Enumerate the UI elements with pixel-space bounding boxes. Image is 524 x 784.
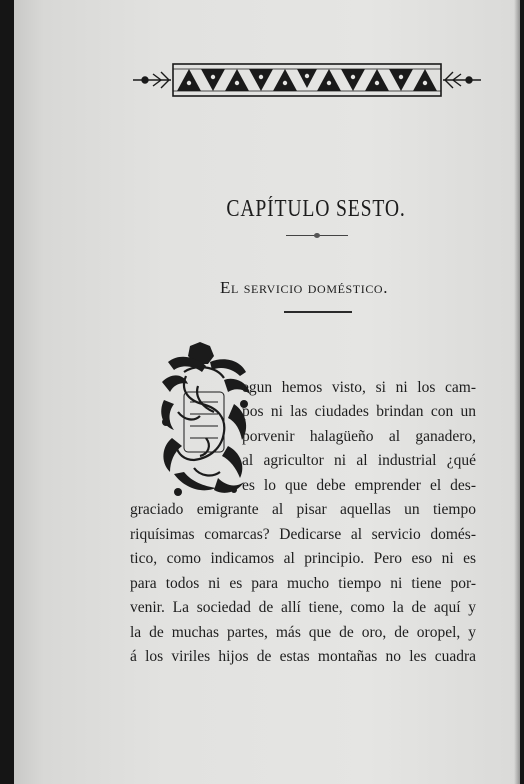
ornamental-band-icon bbox=[131, 58, 483, 102]
body-line: tico, como indicamos al principio. Pero eso ni es bbox=[130, 550, 476, 567]
body-line: riquísimas comarcas? Dedicarse al servicio domés- bbox=[130, 526, 476, 543]
body-line: al agricultor ni al industrial ¿qué bbox=[242, 452, 476, 469]
title-divider-ornament bbox=[314, 233, 320, 238]
body-line: graciado emigrante al pisar aquellas un tiempo bbox=[130, 501, 476, 518]
body-line: porvenir halagüeño al ganadero, bbox=[242, 428, 476, 445]
chapter-title: CAPÍTULO SESTO. bbox=[226, 196, 406, 222]
body-line: pos ni las ciudades brindan con un bbox=[242, 403, 476, 420]
illuminated-initial-s-icon bbox=[154, 342, 254, 498]
page-edge-shadow bbox=[514, 0, 520, 784]
book-page bbox=[14, 0, 520, 784]
body-line: egun hemos visto, si ni los cam- bbox=[242, 379, 476, 396]
section-divider bbox=[284, 311, 352, 313]
body-line: á los viriles hijos de estas montañas no les cuadra bbox=[130, 648, 476, 665]
section-title: El servicio doméstico. bbox=[220, 278, 389, 297]
body-line: la de muchas partes, más que de oro, de oropel, y bbox=[130, 624, 476, 641]
body-line: venir. La sociedad de allí tiene, como la de aquí y bbox=[130, 599, 476, 616]
body-line: es lo que debe emprender el des- bbox=[242, 477, 476, 494]
body-line: para todos ni es para mucho tiempo ni tiene por- bbox=[130, 575, 476, 592]
